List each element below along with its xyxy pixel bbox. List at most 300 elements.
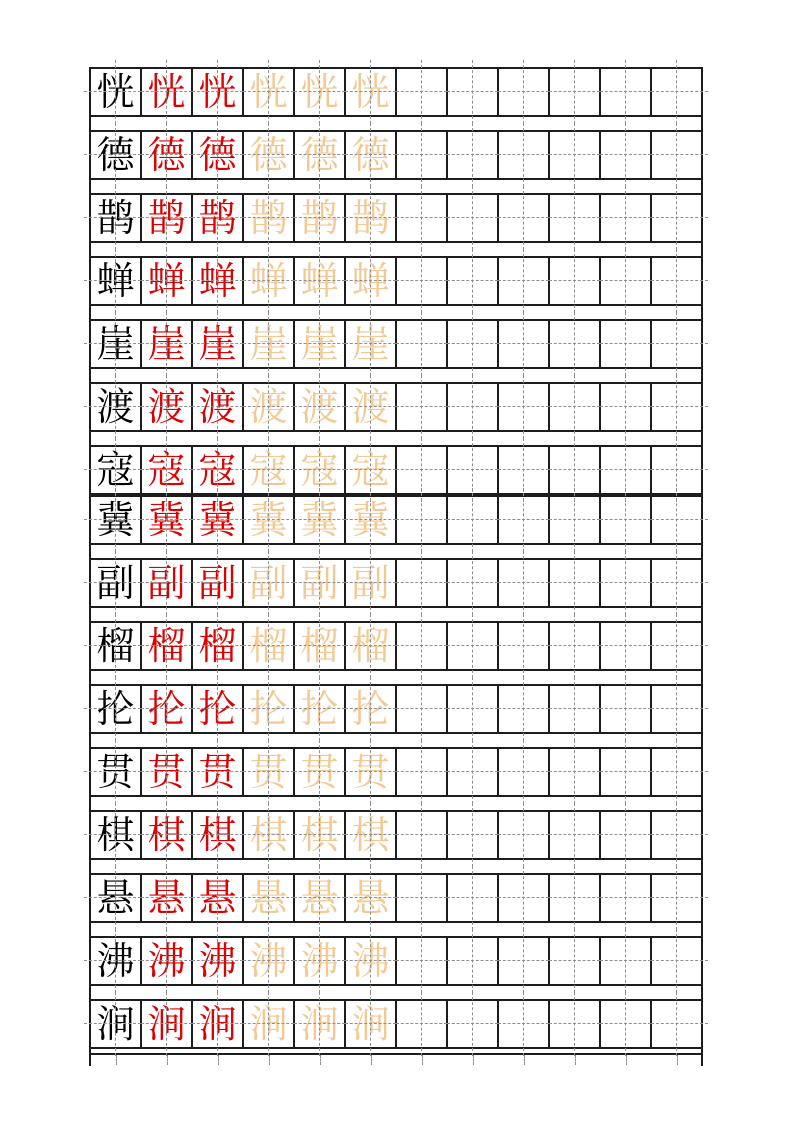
practice-row <box>89 558 703 608</box>
char-glyph: 涧 <box>300 1002 339 1046</box>
char-glyph: 鹊 <box>147 196 186 240</box>
empty-practice-cell <box>651 748 702 796</box>
model-char-cell <box>90 257 141 305</box>
char-glyph: 抡 <box>300 687 339 731</box>
empty-practice-cell <box>397 1055 448 1066</box>
practice-row <box>89 445 703 495</box>
trace-char-cell <box>243 383 294 431</box>
empty-practice-cell <box>498 622 549 670</box>
char-glyph: 恍 <box>96 70 135 114</box>
red-char-cell <box>192 874 243 922</box>
empty-practice-cell <box>498 1000 549 1048</box>
empty-practice-cell <box>549 874 600 922</box>
trace-char-cell <box>243 496 294 544</box>
char-glyph: 涧 <box>147 1002 186 1046</box>
empty-practice-cell <box>396 874 447 922</box>
red-char-cell <box>141 1000 192 1048</box>
char-glyph: 恍 <box>249 70 288 114</box>
empty-practice-cell <box>396 131 447 179</box>
trace-char-cell <box>345 937 396 985</box>
empty-practice-cell <box>447 68 498 116</box>
char-glyph: 蝉 <box>147 259 186 303</box>
trace-char-cell <box>345 1000 396 1048</box>
model-char-cell <box>90 685 141 733</box>
row-spacer <box>89 306 703 319</box>
empty-practice-cell <box>651 685 702 733</box>
empty-practice-cell <box>549 320 600 368</box>
empty-practice-cell <box>651 1000 702 1048</box>
char-glyph: 悬 <box>96 876 135 920</box>
char-glyph: 寇 <box>96 448 135 492</box>
char-glyph: 悬 <box>249 876 288 920</box>
char-glyph: 德 <box>351 133 390 177</box>
trace-char-cell <box>294 1000 345 1048</box>
empty-practice-cell <box>651 496 702 544</box>
red-char-cell <box>192 748 243 796</box>
empty-practice-cell <box>600 496 651 544</box>
empty-practice-cell <box>651 68 702 116</box>
trace-char-cell <box>243 257 294 305</box>
practice-row <box>89 684 703 734</box>
empty-practice-cell <box>600 194 651 242</box>
model-char-cell <box>90 446 141 494</box>
row-spacer <box>89 986 703 999</box>
row-spacer <box>89 545 703 558</box>
empty-practice-cell <box>396 811 447 859</box>
practice-row <box>89 193 703 243</box>
char-glyph: 贯 <box>96 750 135 794</box>
empty-practice-cell <box>549 559 600 607</box>
trace-char-cell <box>243 685 294 733</box>
trace-char-cell <box>294 131 345 179</box>
trace-char-cell <box>345 68 396 116</box>
char-glyph: 棋 <box>147 813 186 857</box>
char-glyph: 副 <box>300 561 339 605</box>
trace-char-cell <box>243 68 294 116</box>
empty-practice-cell <box>499 1055 550 1066</box>
empty-practice-cell <box>498 383 549 431</box>
char-glyph: 涧 <box>198 1002 237 1046</box>
trace-char-cell <box>294 811 345 859</box>
practice-row <box>89 810 703 860</box>
trace-char-cell <box>345 320 396 368</box>
empty-practice-cell <box>447 685 498 733</box>
empty-practice-cell <box>498 68 549 116</box>
empty-practice-cell <box>600 811 651 859</box>
trace-char-cell <box>345 685 396 733</box>
empty-practice-cell <box>651 194 702 242</box>
empty-practice-cell <box>447 937 498 985</box>
empty-practice-cell <box>549 811 600 859</box>
empty-practice-cell <box>600 446 651 494</box>
empty-practice-cell <box>447 131 498 179</box>
empty-practice-cell <box>447 496 498 544</box>
char-glyph: 贯 <box>198 750 237 794</box>
char-glyph: 棋 <box>198 813 237 857</box>
char-glyph: 德 <box>300 133 339 177</box>
empty-practice-cell <box>396 748 447 796</box>
char-glyph: 寇 <box>351 448 390 492</box>
char-glyph: 冀 <box>198 498 237 542</box>
char-glyph: 寇 <box>147 448 186 492</box>
char-glyph: 崖 <box>300 322 339 366</box>
char-glyph: 榴 <box>249 624 288 668</box>
empty-practice-cell <box>549 446 600 494</box>
empty-practice-cell <box>396 257 447 305</box>
trace-char-cell <box>294 937 345 985</box>
empty-practice-cell <box>498 194 549 242</box>
red-char-cell <box>141 446 192 494</box>
trace-char-cell <box>243 748 294 796</box>
empty-practice-cell <box>498 811 549 859</box>
empty-practice-cell <box>447 320 498 368</box>
char-glyph: 榴 <box>351 624 390 668</box>
trace-char-cell <box>294 622 345 670</box>
red-char-cell <box>141 748 192 796</box>
empty-practice-cell <box>600 257 651 305</box>
empty-practice-cell <box>396 622 447 670</box>
empty-practice-cell <box>651 559 702 607</box>
char-glyph: 冀 <box>147 498 186 542</box>
empty-practice-cell <box>549 257 600 305</box>
trace-char-cell <box>243 874 294 922</box>
empty-practice-cell <box>396 685 447 733</box>
char-glyph: 渡 <box>351 385 390 429</box>
trace-char-cell <box>294 874 345 922</box>
empty-practice-cell <box>600 320 651 368</box>
empty-practice-cell <box>651 446 702 494</box>
char-glyph: 渡 <box>96 385 135 429</box>
trace-char-cell <box>345 496 396 544</box>
empty-practice-cell <box>600 68 651 116</box>
empty-practice-cell <box>550 1055 601 1066</box>
empty-practice-cell <box>498 748 549 796</box>
char-glyph: 冀 <box>300 498 339 542</box>
model-char-cell <box>90 320 141 368</box>
red-char-cell <box>141 811 192 859</box>
empty-practice-cell <box>651 874 702 922</box>
char-glyph: 榴 <box>96 624 135 668</box>
char-glyph: 渡 <box>147 385 186 429</box>
char-glyph: 副 <box>351 561 390 605</box>
trace-char-cell <box>294 320 345 368</box>
trace-char-cell <box>345 874 396 922</box>
empty-practice-cell <box>600 383 651 431</box>
practice-row <box>89 256 703 306</box>
empty-practice-cell <box>651 320 702 368</box>
model-char-cell <box>90 622 141 670</box>
row-spacer <box>89 797 703 810</box>
char-glyph: 悬 <box>351 876 390 920</box>
char-glyph: 冀 <box>96 498 135 542</box>
red-char-cell <box>192 1000 243 1048</box>
char-glyph: 棋 <box>96 813 135 857</box>
empty-practice-cell <box>600 748 651 796</box>
char-glyph: 副 <box>147 561 186 605</box>
practice-row <box>89 873 703 923</box>
char-glyph: 副 <box>96 561 135 605</box>
red-char-cell <box>141 874 192 922</box>
trace-char-cell <box>243 131 294 179</box>
model-char-cell <box>90 383 141 431</box>
red-char-cell <box>141 559 192 607</box>
red-char-cell <box>192 685 243 733</box>
empty-practice-cell <box>652 1055 703 1066</box>
empty-practice-cell <box>600 131 651 179</box>
red-char-cell <box>192 257 243 305</box>
trace-char-cell <box>294 685 345 733</box>
empty-practice-cell <box>498 496 549 544</box>
red-char-cell <box>141 496 192 544</box>
red-char-cell <box>141 622 192 670</box>
practice-row <box>89 382 703 432</box>
char-glyph: 榴 <box>147 624 186 668</box>
char-glyph: 沸 <box>249 939 288 983</box>
trace-char-cell <box>294 68 345 116</box>
char-glyph: 棋 <box>249 813 288 857</box>
char-glyph: 涧 <box>351 1002 390 1046</box>
empty-practice-cell <box>447 748 498 796</box>
char-glyph: 涧 <box>249 1002 288 1046</box>
red-char-cell <box>192 559 243 607</box>
empty-practice-cell <box>447 874 498 922</box>
empty-practice-cell <box>651 937 702 985</box>
empty-practice-cell <box>498 874 549 922</box>
char-glyph: 棋 <box>300 813 339 857</box>
char-glyph: 抡 <box>96 687 135 731</box>
empty-practice-cell <box>396 68 447 116</box>
row-spacer <box>89 734 703 747</box>
empty-practice-cell <box>549 748 600 796</box>
empty-practice-cell <box>396 383 447 431</box>
char-glyph: 冀 <box>249 498 288 542</box>
practice-grid <box>89 67 703 1066</box>
red-char-cell <box>192 622 243 670</box>
empty-practice-cell <box>600 685 651 733</box>
empty-practice-cell <box>396 1000 447 1048</box>
char-glyph: 崖 <box>351 322 390 366</box>
empty-practice-cell <box>549 496 600 544</box>
practice-row <box>89 999 703 1049</box>
empty-practice-cell <box>498 937 549 985</box>
empty-practice-cell <box>498 559 549 607</box>
empty-practice-cell <box>651 811 702 859</box>
trace-char-cell <box>345 131 396 179</box>
empty-practice-cell <box>549 383 600 431</box>
empty-practice-cell <box>447 811 498 859</box>
trace-char-cell <box>294 257 345 305</box>
trace-char-cell <box>345 559 396 607</box>
red-char-cell <box>192 937 243 985</box>
empty-practice-cell <box>498 446 549 494</box>
char-glyph: 蝉 <box>351 259 390 303</box>
red-char-cell <box>192 446 243 494</box>
trace-char-cell <box>294 748 345 796</box>
char-glyph: 恍 <box>198 70 237 114</box>
red-char-cell <box>192 811 243 859</box>
empty-practice-cell <box>651 622 702 670</box>
trace-char-cell <box>243 194 294 242</box>
char-glyph: 蝉 <box>198 259 237 303</box>
trace-char-cell <box>294 496 345 544</box>
model-char-cell <box>90 194 141 242</box>
char-glyph: 鹊 <box>249 196 288 240</box>
model-char-cell <box>90 811 141 859</box>
trace-char-cell <box>294 559 345 607</box>
empty-practice-cell <box>346 1055 397 1066</box>
char-glyph: 恍 <box>351 70 390 114</box>
char-glyph: 寇 <box>198 448 237 492</box>
row-spacer <box>89 671 703 684</box>
char-glyph: 德 <box>96 133 135 177</box>
practice-row <box>89 936 703 986</box>
empty-practice-cell <box>91 1055 142 1066</box>
char-glyph: 棋 <box>351 813 390 857</box>
trace-char-cell <box>345 446 396 494</box>
char-glyph: 贯 <box>300 750 339 794</box>
empty-practice-cell <box>244 1055 295 1066</box>
empty-practice-cell <box>600 874 651 922</box>
practice-row <box>89 495 703 545</box>
red-char-cell <box>192 68 243 116</box>
trace-char-cell <box>243 1000 294 1048</box>
char-glyph: 蝉 <box>96 259 135 303</box>
model-char-cell <box>90 68 141 116</box>
char-glyph: 副 <box>198 561 237 605</box>
char-glyph: 崖 <box>249 322 288 366</box>
empty-practice-cell <box>396 496 447 544</box>
char-glyph: 沸 <box>300 939 339 983</box>
row-spacer <box>89 860 703 873</box>
trace-char-cell <box>243 937 294 985</box>
empty-practice-cell <box>498 257 549 305</box>
row-spacer <box>89 117 703 130</box>
char-glyph: 冀 <box>351 498 390 542</box>
char-glyph: 涧 <box>96 1002 135 1046</box>
char-glyph: 蝉 <box>249 259 288 303</box>
trace-char-cell <box>243 446 294 494</box>
empty-practice-cell <box>396 937 447 985</box>
char-glyph: 渡 <box>249 385 288 429</box>
empty-practice-cell <box>295 1055 346 1066</box>
row-spacer <box>89 243 703 256</box>
empty-practice-cell <box>549 1000 600 1048</box>
char-glyph: 恍 <box>147 70 186 114</box>
empty-practice-cell <box>549 194 600 242</box>
red-char-cell <box>141 937 192 985</box>
row-spacer <box>89 180 703 193</box>
char-glyph: 鹊 <box>96 196 135 240</box>
empty-practice-cell <box>651 383 702 431</box>
char-glyph: 榴 <box>300 624 339 668</box>
empty-practice-cell <box>142 1055 193 1066</box>
trace-char-cell <box>243 559 294 607</box>
red-char-cell <box>141 257 192 305</box>
char-glyph: 崖 <box>147 322 186 366</box>
char-glyph: 渡 <box>300 385 339 429</box>
char-glyph: 崖 <box>198 322 237 366</box>
red-char-cell <box>192 194 243 242</box>
trace-char-cell <box>243 811 294 859</box>
trace-char-cell <box>294 194 345 242</box>
char-glyph: 榴 <box>198 624 237 668</box>
char-glyph: 抡 <box>351 687 390 731</box>
empty-practice-cell <box>396 320 447 368</box>
trace-char-cell <box>243 320 294 368</box>
empty-practice-cell <box>549 68 600 116</box>
char-glyph: 渡 <box>198 385 237 429</box>
char-glyph: 鹊 <box>198 196 237 240</box>
char-glyph: 抡 <box>198 687 237 731</box>
row-spacer <box>89 432 703 445</box>
char-glyph: 沸 <box>147 939 186 983</box>
practice-row <box>89 67 703 117</box>
empty-practice-cell <box>447 446 498 494</box>
empty-practice-cell <box>193 1055 244 1066</box>
empty-practice-cell <box>448 1055 499 1066</box>
model-char-cell <box>90 131 141 179</box>
practice-row <box>89 621 703 671</box>
practice-row <box>89 319 703 369</box>
char-glyph: 鹊 <box>300 196 339 240</box>
trace-char-cell <box>345 194 396 242</box>
practice-row <box>89 130 703 180</box>
empty-practice-cell <box>447 383 498 431</box>
trace-char-cell <box>345 748 396 796</box>
char-glyph: 副 <box>249 561 288 605</box>
trace-char-cell <box>294 383 345 431</box>
empty-practice-cell <box>549 937 600 985</box>
trace-char-cell <box>294 446 345 494</box>
red-char-cell <box>141 194 192 242</box>
empty-practice-cell <box>447 257 498 305</box>
red-char-cell <box>141 320 192 368</box>
red-char-cell <box>141 68 192 116</box>
empty-practice-cell <box>651 257 702 305</box>
model-char-cell <box>90 1000 141 1048</box>
empty-practice-cell <box>498 131 549 179</box>
model-char-cell <box>90 496 141 544</box>
trace-char-cell <box>243 622 294 670</box>
char-glyph: 鹊 <box>351 196 390 240</box>
row-spacer <box>89 608 703 621</box>
empty-practice-cell <box>600 937 651 985</box>
char-glyph: 寇 <box>249 448 288 492</box>
empty-practice-cell <box>600 622 651 670</box>
char-glyph: 德 <box>147 133 186 177</box>
red-char-cell <box>192 496 243 544</box>
char-glyph: 沸 <box>351 939 390 983</box>
char-glyph: 悬 <box>300 876 339 920</box>
red-char-cell <box>192 131 243 179</box>
trace-char-cell <box>345 622 396 670</box>
char-glyph: 贯 <box>351 750 390 794</box>
empty-practice-cell <box>447 194 498 242</box>
trace-char-cell <box>345 811 396 859</box>
red-char-cell <box>192 383 243 431</box>
char-glyph: 悬 <box>198 876 237 920</box>
red-char-cell <box>141 131 192 179</box>
char-glyph: 寇 <box>300 448 339 492</box>
char-glyph: 德 <box>249 133 288 177</box>
char-glyph: 沸 <box>96 939 135 983</box>
empty-practice-cell <box>396 194 447 242</box>
empty-practice-cell <box>600 1000 651 1048</box>
trace-char-cell <box>345 257 396 305</box>
practice-row <box>89 747 703 797</box>
red-char-cell <box>141 383 192 431</box>
model-char-cell <box>90 874 141 922</box>
